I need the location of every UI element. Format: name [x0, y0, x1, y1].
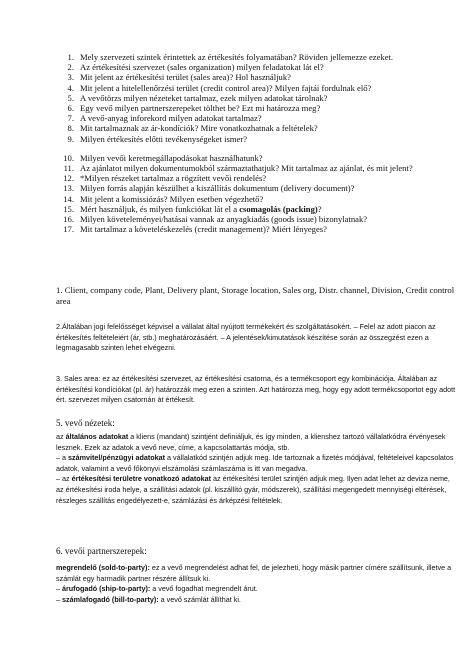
answer-5-bold: általános adatokat [65, 432, 129, 441]
answer-3: 3. Sales area: ez az értékesítési szervezet, az értékesítési csatorna, és a termékcsoport egy kombinációja. Általában az értékesítési kondíciókat (pl. ár) határozzák meg ezen a szinten. Azt határozza meg, hogy egy adott termékcsoportot egy adott ért. szervezet milyen csatornán át értékesít. [56, 374, 456, 404]
answer-6-bold: számlafogadó (bill-to-party): [62, 594, 159, 604]
answer-5-text: – az [56, 474, 72, 484]
item-number: 3. [67, 72, 74, 83]
item-text-part: Mért használjuk, és milyen funkciókat lát el a [80, 203, 240, 214]
answer-6-text: – [56, 584, 62, 594]
item-number: 9. [67, 133, 74, 144]
item-text: Milyen vevői keretmegállapodásokat használhatunk? [80, 152, 263, 163]
list-item [56, 52, 456, 62]
list-item [56, 163, 456, 173]
item-text: Mit jelent a hitelellenőrzési terület (credit control area)? Milyen fajtái fordulnak elő? [80, 82, 372, 93]
item-text: Egy vevő milyen partnerszerepeket tölthet be? Ezt mi határozza meg? [80, 103, 321, 114]
item-text: Az értékesítési szervezet (sales organization) milyen feladatokat lát el? [80, 62, 324, 73]
answer-5-text: az [56, 432, 66, 441]
item-number: 15. [63, 203, 74, 214]
item-number: 4. [67, 82, 74, 93]
item-text: Mit tartalmaznak az ár-kondíciók? Mire vonatkozhatnak a feltételek? [80, 123, 318, 134]
item-number: 16. [63, 214, 74, 225]
list-item [56, 113, 456, 123]
item-text: A vevőtörzs milyen nézeteket tartalmaz, ezek milyen adatokat tárolnak? [80, 92, 328, 103]
item-number: 1. [67, 52, 74, 62]
item-number: 11. [63, 163, 74, 174]
item-number: 14. [63, 193, 74, 204]
answer-2: 2.Általában jogi felelősséget képvisel a vállalat által nyújtott termékekért és szolgáltatásokért. – Felel az adott piacon az értékesítés feltételeiért (ár, stb.) meghatározásáért. – A jelentések/kimutatások készítése során az összegzést ezen a legmagasabb szinten lehet elvégezni. [56, 322, 436, 352]
item-text: Milyen értékesítés előtti tevékenységeket ismer? [80, 133, 248, 144]
item-text: Az ajánlatot milyen dokumentumokból származtathatjuk? Mit tartalmaz az ajánlat, és mit jelent? [80, 163, 413, 174]
item-text: Mit jelent a komissiózás? Milyen esetben végezhető? [80, 193, 264, 204]
item-number: 13. [63, 183, 74, 194]
list-gap [56, 144, 456, 153]
item-text: A vevő-anyag inforekord milyen adatokat tartalmaz? [80, 113, 262, 124]
list-item [56, 214, 456, 224]
answer-6-text: – [56, 594, 62, 604]
answer-5-text: az értékesítési terület szintjén adjuk meg. Ilyen adat lehet az deviza neme, az értékesítési iroda helye, a szállítási adatok (pl. kiszállító gyár, módszerek), szállítási megengedett mennyiségi eltérések, részleges szállítás engedélyezett-e, számlázási és árképzési feltételek. [56, 474, 450, 505]
list-item [56, 153, 456, 163]
answer-5-text: – a [56, 453, 68, 463]
item-number: 5. [67, 92, 74, 103]
item-number: 17. [63, 224, 74, 235]
list-item [56, 72, 456, 82]
answer-6-text: a vevő fogadhat megrendelt árut. [150, 584, 258, 594]
list-item [56, 123, 456, 133]
item-text [80, 204, 456, 214]
list-item [56, 134, 456, 144]
answer-5-bold: értékesítési területre vonatkozó adatokat [71, 474, 212, 484]
list-item [56, 103, 456, 113]
answer-5-text: a vállalatkód szintjén adjuk meg. Ide tartoznak a fizetés módjával, feltételeivel kapcsolatos adatok, valamint a vevő főkönyvi elszámolási számlaszáma is itt van megadva. [56, 453, 454, 473]
answer-6-bold: árufogadó (ship-to-party): [62, 584, 151, 594]
item-text-part: ? [317, 203, 322, 214]
item-text: Mit tartalmaz a követeléskezelés (credit management)? Miért lényeges? [80, 224, 327, 235]
answer-5-text: a kliens (mandant) szintjént definiáljuk, és így minden, a klienshez tartozó vállalatkódra érvényesek lesznek. Ezek az adatok a vevő neve, címe, a kapcsolattartás módja, stb. [56, 432, 446, 452]
list-item [56, 183, 456, 193]
item-number: 7. [67, 113, 74, 124]
list-item [56, 224, 456, 234]
item-number: 6. [67, 103, 74, 114]
item-text: Mit jelent az értékesítési terület (sales area)? Hol használjuk? [80, 72, 291, 83]
answer-5-heading: 5. vevő nézetek: [56, 418, 115, 428]
answer-5-bold: számvitel/pénzügyi adatokat [68, 453, 166, 463]
item-text: *Milyen részeket tartalmaz a rögzített vevői rendelés? [80, 173, 267, 184]
item-text: Milyen követeleményei/hatásai vannak az anyagkiadás (goods issue) bizonylatnak? [80, 214, 368, 225]
list-item [56, 173, 456, 183]
answer-6-text: a vevő számlát állíthat ki. [158, 594, 241, 604]
answer-6-text: ez a vevő megrendelést adhat fel, de jelezheti, hogy másik partner címére szállítsunk, illetve a számlát egy harmadik partner részére állítsuk ki. [56, 563, 452, 583]
item-text: Milyen forrás alapján készülhet a kiszállítás dokumentum (delivery document)? [80, 183, 355, 194]
item-text-bold: csomagolás (packing) [239, 203, 318, 214]
item-text: Mely szervezeti szintek érintettek az értékesítés folyamatában? Röviden jellemezze ezeket. [80, 52, 394, 62]
answer-6-heading: 6. vevői partnerszerepek: [56, 546, 147, 556]
list-item [56, 204, 456, 214]
answer-5 [56, 432, 456, 506]
item-number: 8. [67, 123, 74, 134]
list-item [56, 194, 456, 204]
answer-1: 1. Client, company code, Plant, Delivery plant, Storage location, Sales org, Distr. channel, Division, Credit control area [56, 285, 455, 306]
answer-6 [56, 563, 456, 605]
item-number: 12. [63, 173, 74, 184]
question-list [56, 52, 456, 234]
list-item [56, 93, 456, 103]
item-number: 10. [63, 152, 74, 163]
list-item [56, 62, 456, 72]
answer-6-bold: megrendelő (sold-to-party): [56, 563, 150, 572]
item-number: 2. [67, 62, 74, 73]
list-item [56, 83, 456, 93]
